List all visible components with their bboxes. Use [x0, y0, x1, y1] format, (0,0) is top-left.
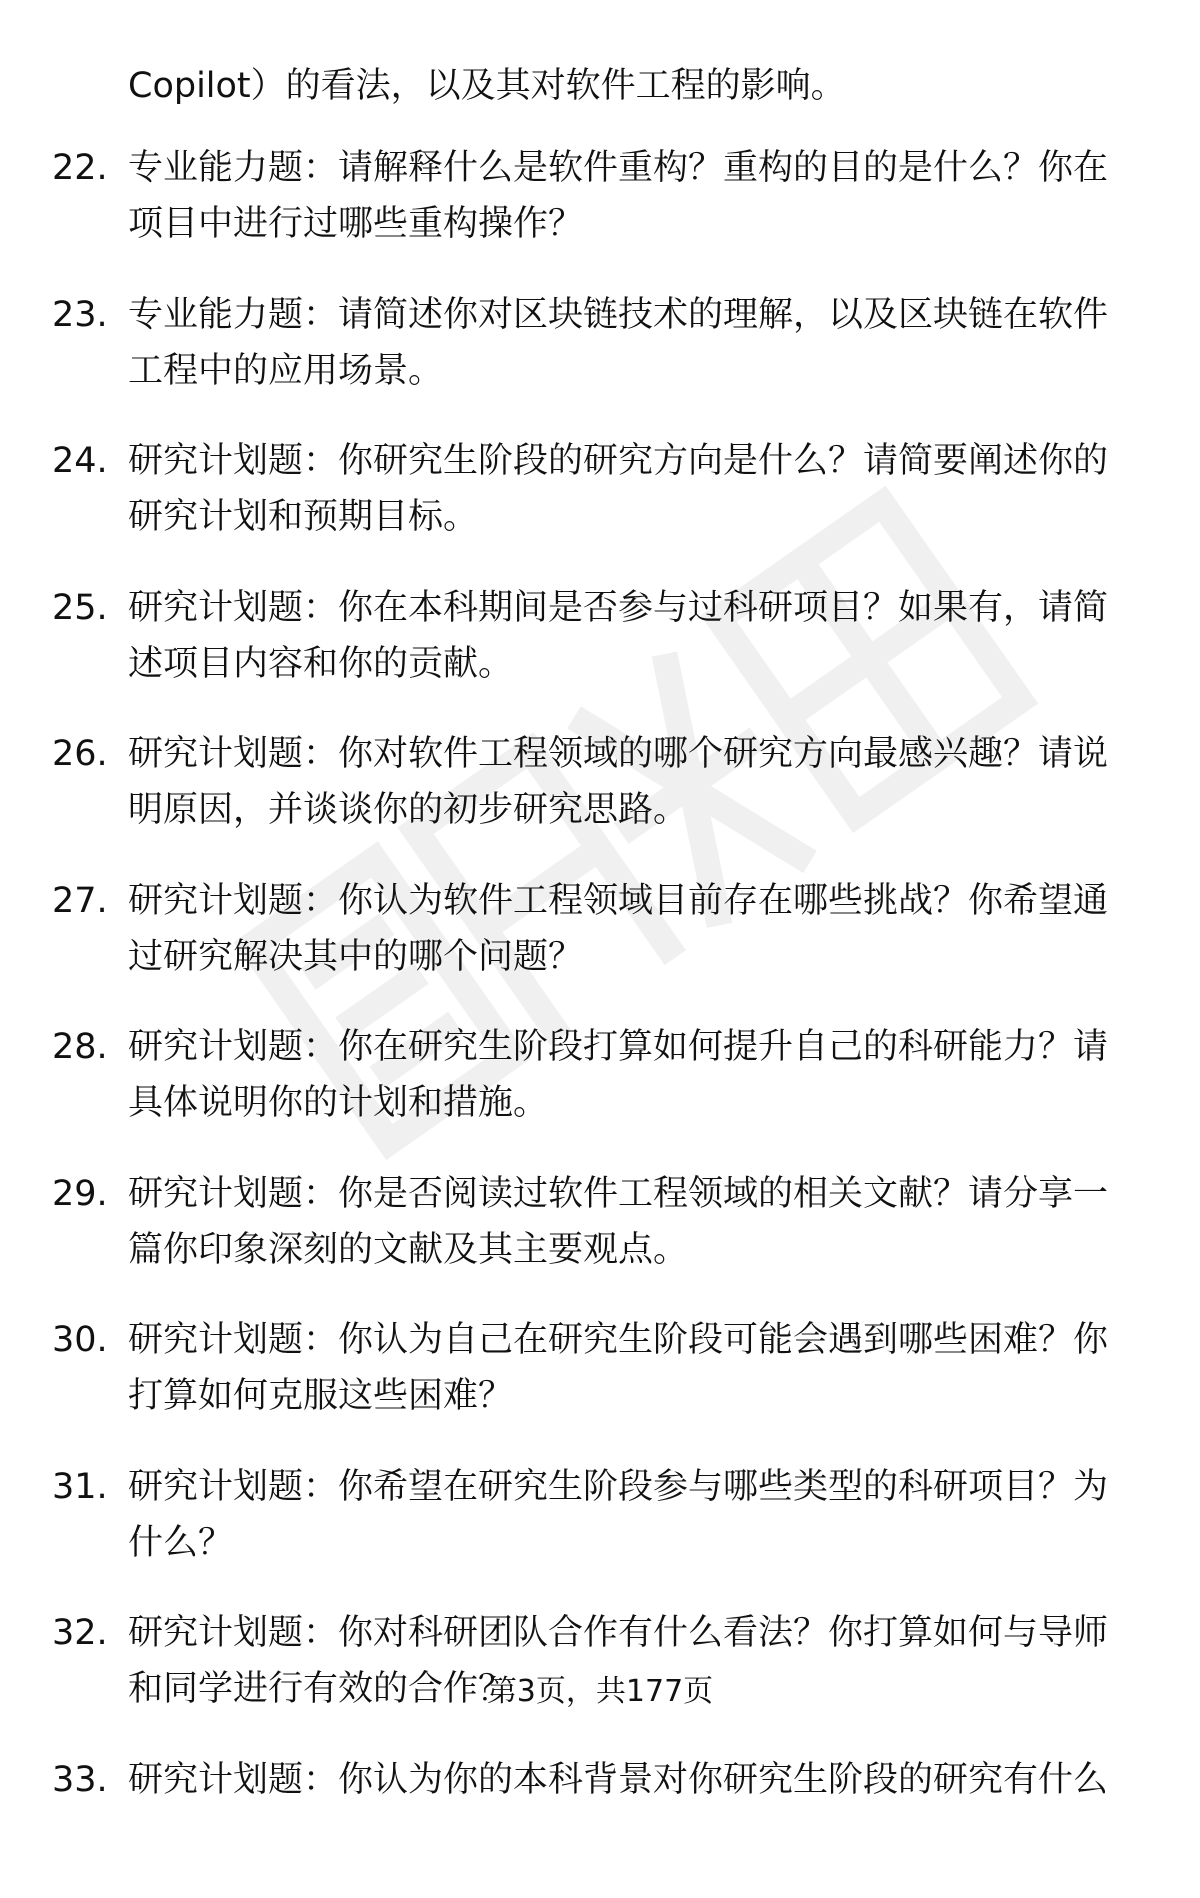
question-line: 什么？ — [128, 1515, 1138, 1571]
question-number: 26. — [52, 726, 108, 782]
question-line: 专业能力题：请解释什么是软件重构？重构的目的是什么？你在 — [128, 140, 1138, 196]
question-text — [128, 1459, 1138, 1571]
question-item — [0, 580, 1200, 727]
question-line: 研究计划题：你是否阅读过软件工程领域的相关文献？请分享一 — [128, 1166, 1138, 1222]
question-line: 研究计划题：你研究生阶段的研究方向是什么？请简要阐述你的 — [128, 433, 1138, 489]
question-number: 31. — [52, 1459, 108, 1515]
question-item — [0, 1459, 1200, 1606]
question-number: 33. — [52, 1752, 108, 1808]
question-line: 研究计划和预期目标。 — [128, 489, 1138, 545]
question-text — [128, 1166, 1138, 1278]
question-line: 述项目内容和你的贡献。 — [128, 636, 1138, 692]
question-text — [128, 1752, 1138, 1808]
question-item — [0, 1019, 1200, 1166]
question-number: 29. — [52, 1166, 108, 1222]
question-text — [128, 433, 1138, 545]
question-item — [0, 1752, 1200, 1898]
question-text — [128, 726, 1138, 838]
question-item — [0, 287, 1200, 434]
question-line: 专业能力题：请简述你对区块链技术的理解，以及区块链在软件 — [128, 287, 1138, 343]
question-line: 研究计划题：你希望在研究生阶段参与哪些类型的科研项目？为 — [128, 1459, 1138, 1515]
question-line: 明原因，并谈谈你的初步研究思路。 — [128, 782, 1138, 838]
question-line: 过研究解决其中的哪个问题？ — [128, 929, 1138, 985]
question-number: 30. — [52, 1312, 108, 1368]
question-text — [128, 873, 1138, 985]
question-line: 和同学进行有效的合作？ — [128, 1661, 1138, 1717]
question-line: 项目中进行过哪些重构操作？ — [128, 196, 1138, 252]
question-line: 篇你印象深刻的文献及其主要观点。 — [128, 1222, 1138, 1278]
question-text — [128, 580, 1138, 692]
question-number: 23. — [52, 287, 108, 343]
question-text — [128, 140, 1138, 252]
continuation-line: Copilot）的看法，以及其对软件工程的影响。 — [128, 58, 846, 114]
question-number: 28. — [52, 1019, 108, 1075]
question-number: 22. — [52, 140, 108, 196]
question-line: 研究计划题：你认为你的本科背景对你研究生阶段的研究有什么 — [128, 1752, 1138, 1808]
question-item — [0, 1166, 1200, 1313]
question-number: 25. — [52, 580, 108, 636]
question-number: 27. — [52, 873, 108, 929]
question-item — [0, 1312, 1200, 1459]
question-line: 研究计划题：你在研究生阶段打算如何提升自己的科研能力？请 — [128, 1019, 1138, 1075]
question-item — [0, 873, 1200, 1020]
question-line: 研究计划题：你在本科期间是否参与过科研项目？如果有，请简 — [128, 580, 1138, 636]
question-line: 研究计划题：你认为软件工程领域目前存在哪些挑战？你希望通 — [128, 873, 1138, 929]
question-item — [0, 140, 1200, 287]
question-text — [128, 1312, 1138, 1424]
question-item — [0, 726, 1200, 873]
question-line: 打算如何克服这些困难？ — [128, 1368, 1138, 1424]
question-number: 24. — [52, 433, 108, 489]
question-line: 研究计划题：你认为自己在研究生阶段可能会遇到哪些困难？你 — [128, 1312, 1138, 1368]
question-text — [128, 287, 1138, 399]
question-line: 研究计划题：你对软件工程领域的哪个研究方向最感兴趣？请说 — [128, 726, 1138, 782]
question-line: 工程中的应用场景。 — [128, 343, 1138, 399]
question-line: 研究计划题：你对科研团队合作有什么看法？你打算如何与导师 — [128, 1605, 1138, 1661]
question-text — [128, 1019, 1138, 1131]
page-footer: 第3页，共177页 — [0, 1672, 1200, 1712]
question-item — [0, 433, 1200, 580]
question-list — [0, 140, 1200, 1898]
question-number: 32. — [52, 1605, 108, 1661]
question-line: 具体说明你的计划和措施。 — [128, 1075, 1138, 1131]
